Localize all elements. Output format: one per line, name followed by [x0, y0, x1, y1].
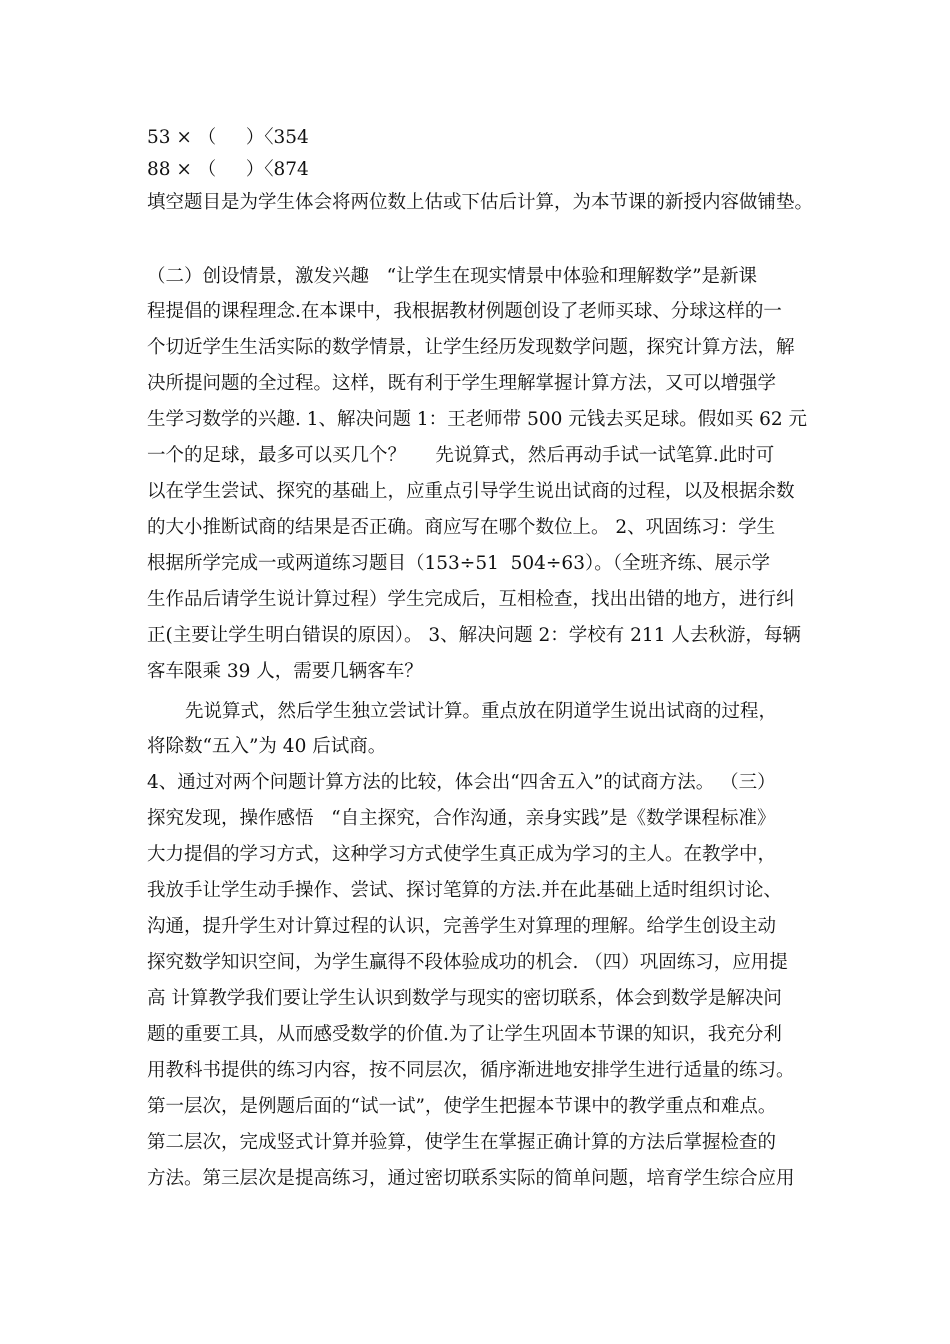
text-line: 88 × （ ）〈874	[147, 159, 309, 180]
text-line: 探究数学知识空间，为学生赢得不段体验成功的机会. （四）巩固练习，应用提	[147, 952, 788, 973]
text-line: 题的重要工具，从而感受数学的价值.为了让学生巩固本节课的知识，我充分利	[147, 1024, 782, 1045]
text-line: 高 计算教学我们要让学生认识到数学与现实的密切联系，体会到数学是解决问	[147, 988, 782, 1009]
text-line: 沟通，提升学生对计算过程的认识，完善学生对算理的理解。给学生创设主动	[147, 916, 777, 937]
text-line: 一个的足球，最多可以买几个？ 先说算式，然后再动手试一试笔算.此时可	[147, 445, 775, 466]
text-line: 个切近学生生活实际的数学情景，让学生经历发现数学问题，探究计算方法，解	[147, 337, 795, 358]
text-line: 决所提问题的全过程。这样，既有利于学生理解掌握计算方法，又可以增强学	[147, 373, 777, 394]
text-line: 根据所学完成一或两道练习题目（153÷51 504÷63）。（全班齐练、展示学	[147, 553, 770, 574]
text-line: 第二层次，完成竖式计算并验算，使学生在掌握正确计算的方法后掌握检查的	[147, 1132, 777, 1153]
text-line: 第一层次，是例题后面的“试一试”，使学生把握本节课中的教学重点和难点。	[147, 1096, 777, 1117]
text-line: 方法。第三层次是提高练习，通过密切联系实际的简单问题，培育学生综合应用	[147, 1168, 795, 1189]
text-line: 我放手让学生动手操作、尝试、探讨笔算的方法.并在此基础上适时组织讨论、	[147, 880, 782, 901]
text-line: 将除数“五入”为 40 后试商。	[147, 736, 387, 757]
text-line: 程提倡的课程理念.在本课中，我根据教材例题创设了老师买球、分球这样的一	[147, 301, 782, 322]
text-line: 生学习数学的兴趣. 1、解决问题 1：王老师带 500 元钱去买足球。假如买 62 元	[147, 409, 808, 430]
text-line: 填空题目是为学生体会将两位数上估或下估后计算，为本节课的新授内容做铺垫。	[147, 192, 814, 213]
text-line: 53 × （ ）〈354	[147, 127, 309, 148]
text-line: （二）创设情景，激发兴趣 “让学生在现实情景中体验和理解数学”是新课	[147, 266, 758, 287]
text-line: 大力提倡的学习方式，这种学习方式使学生真正成为学习的主人。在教学中，	[147, 844, 777, 865]
text-line: 以在学生尝试、探究的基础上，应重点引导学生说出试商的过程，以及根据余数	[147, 481, 795, 502]
text-line: 4、通过对两个问题计算方法的比较，体会出“四舍五入”的试商方法。 （三）	[147, 772, 776, 793]
text-line: 客车限乘 39 人，需要几辆客车？	[147, 661, 423, 682]
text-line: 用教科书提供的练习内容，按不同层次，循序渐进地安排学生进行适量的练习。	[147, 1060, 795, 1081]
text-line: 的大小推断试商的结果是否正确。商应写在哪个数位上。 2、巩固练习：学生	[147, 517, 776, 538]
text-line: 正(主要让学生明白错误的原因）。 3、解决问题 2：学校有 211 人去秋游，每辆	[147, 625, 801, 646]
text-line: 生作品后请学生说计算过程）学生完成后，互相检查，找出出错的地方，进行纠	[147, 589, 795, 610]
text-line: 先说算式，然后学生独立尝试计算。重点放在阴道学生说出试商的过程，	[185, 701, 778, 722]
text-line: 探究发现，操作感悟 “自主探究，合作沟通，亲身实践”是《数学课程标准》	[147, 808, 776, 829]
